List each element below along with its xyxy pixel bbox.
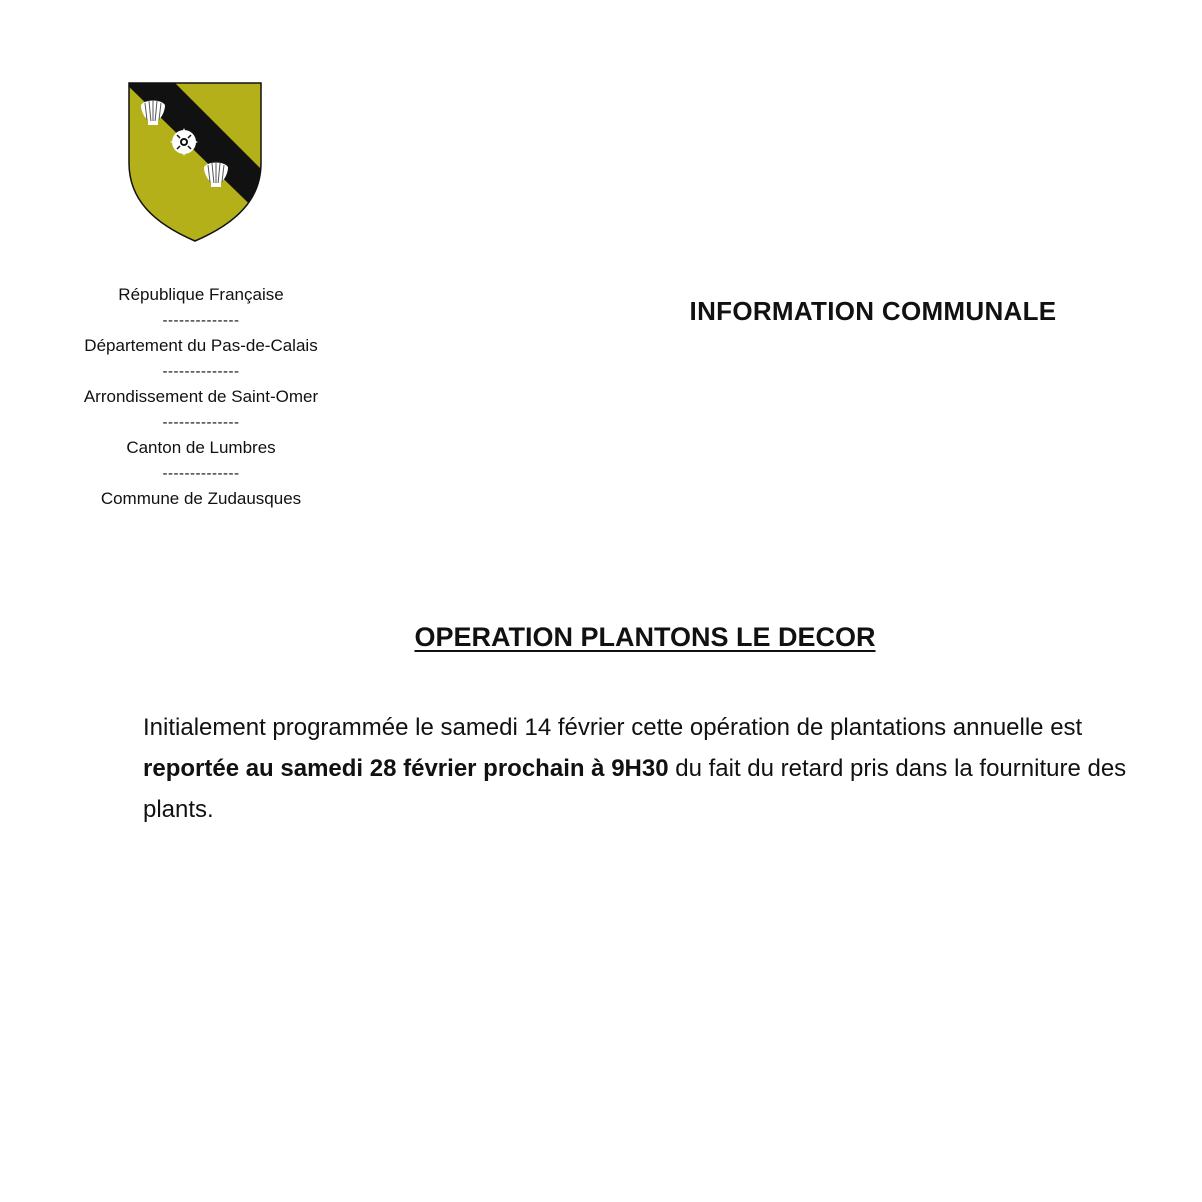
notice-body-bold: reportée au samedi 28 février prochain à 9H30 (143, 755, 669, 782)
departement-label: Département du Pas-de-Calais (84, 336, 318, 355)
separator: -------------- (162, 362, 240, 380)
notice-body-part2: du fait du retard pris dans la fourniture des plants. (143, 755, 1127, 823)
page-title: INFORMATION COMMUNALE (689, 296, 1057, 326)
coat-of-arms-icon (127, 81, 263, 243)
republic-label: République Française (118, 285, 284, 304)
separator: -------------- (162, 464, 240, 482)
canton-label: Canton de Lumbres (126, 438, 276, 457)
notice-body (143, 707, 1153, 830)
notice-body-part1: Initialement programmée le samedi 14 février cette opération de plantations annuelle est (143, 714, 1083, 741)
arrondissement-label: Arrondissement de Saint-Omer (83, 387, 319, 406)
administrative-header (40, 282, 362, 512)
separator: -------------- (162, 311, 240, 329)
notice-title (330, 622, 960, 653)
commune-label: Commune de Zudausques (100, 489, 302, 508)
notice-title-text: OPERATION PLANTONS LE DECOR (414, 622, 876, 652)
separator: -------------- (162, 413, 240, 431)
